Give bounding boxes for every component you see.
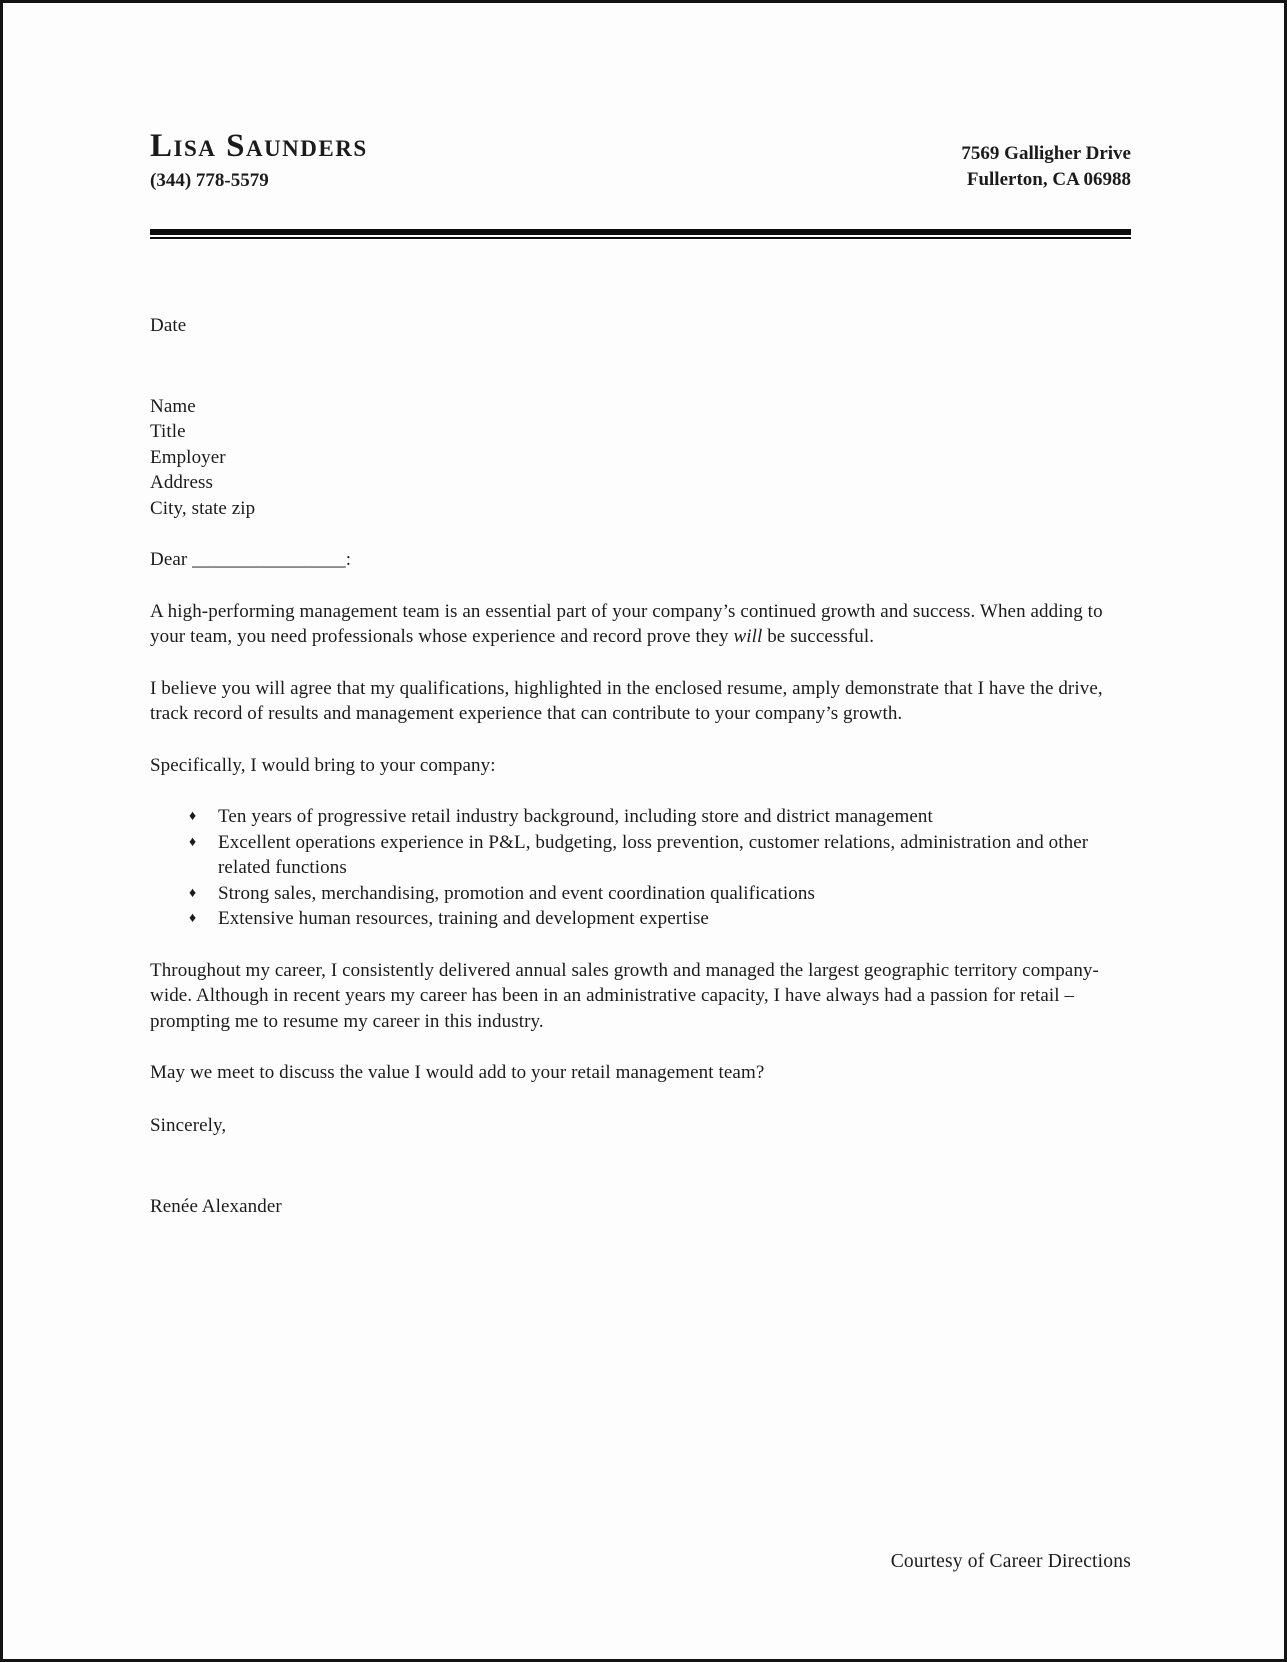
paragraph-lead-in: Specifically, I would bring to your company: <box>150 754 496 776</box>
letter-body <box>150 313 1131 1220</box>
list-item <box>150 906 1131 932</box>
sender-address-line2: Fullerton, CA 06988 <box>966 169 1131 190</box>
diamond-bullet-icon: ♦ <box>189 911 197 926</box>
recipient-title: Title <box>150 421 186 442</box>
diamond-bullet-icon: ♦ <box>189 834 197 850</box>
recipient-address: Address <box>150 472 213 493</box>
footer-credit: Courtesy of Career Directions <box>890 1551 1131 1572</box>
salutation: Dear ________________: <box>150 549 352 570</box>
paragraph-career-summary: Throughout my career, I consistently delivered annual sales growth and managed the largest geographic territory company-wide. Although in recent years my career has been in an administrative capacity, I have always had a passion for retail – prompting me to resume my career in this industry. <box>150 959 1099 1032</box>
header-divider-rule <box>150 229 1131 239</box>
date-placeholder: Date <box>150 315 187 336</box>
diamond-bullet-icon: ♦ <box>189 809 197 824</box>
letterhead-left <box>150 128 368 193</box>
recipient-block <box>150 394 1131 522</box>
list-item <box>150 881 1131 907</box>
list-item-text: Excellent operations experience in P&L, budgeting, loss prevention, customer relations, administration and other related functions <box>218 831 1089 878</box>
list-item <box>150 830 1131 881</box>
diamond-bullet-icon: ♦ <box>189 885 197 901</box>
letterhead-right <box>961 128 1131 193</box>
signature-name: Renée Alexander <box>150 1196 282 1217</box>
list-item-text: Strong sales, merchandising, promotion and event coordination qualifications <box>218 882 815 904</box>
sender-phone: (344) 778-5579 <box>150 170 269 191</box>
qualifications-list <box>150 804 1131 932</box>
sender-name: Lisa Saunders <box>150 128 368 164</box>
paragraph-opening <box>150 599 1131 650</box>
list-item-text: Extensive human resources, training and development expertise <box>218 908 709 929</box>
letterhead <box>150 3 1131 193</box>
list-item-text: Ten years of progressive retail industry background, including store and district management <box>218 806 933 827</box>
paragraph-meeting-request: May we meet to discuss the value I would add to your retail management team? <box>150 1062 765 1083</box>
paragraph-opening-end: be successful. <box>762 626 875 647</box>
closing: Sincerely, <box>150 1114 227 1136</box>
sender-address-line1: 7569 Galligher Drive <box>961 143 1131 164</box>
recipient-name: Name <box>150 395 196 417</box>
paragraph-opening-text: A high-performing management team is an essential part of your company’s continued growth and success. When adding to your team, you need professionals whose experience and record prove they <box>150 600 1103 647</box>
paragraph-opening-emphasis: will <box>733 626 763 647</box>
list-item <box>150 804 1131 830</box>
recipient-employer: Employer <box>150 446 226 468</box>
recipient-city-state-zip: City, state zip <box>150 497 256 519</box>
paragraph-qualifications: I believe you will agree that my qualifications, highlighted in the enclosed resume, amply demonstrate that I have the drive, track record of results and management experience that can contribute to your company’s growth. <box>150 677 1103 724</box>
